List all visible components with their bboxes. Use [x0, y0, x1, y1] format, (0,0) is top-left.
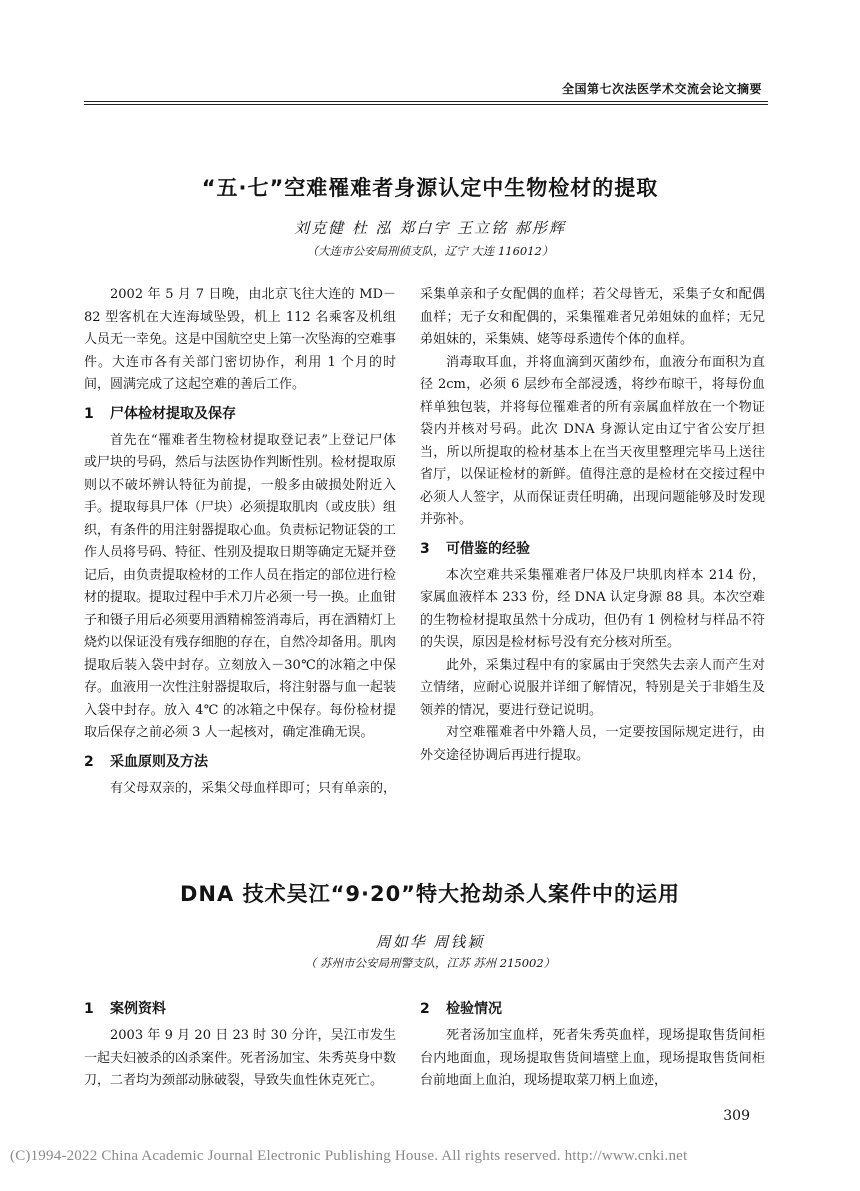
section-number: 1	[84, 405, 94, 422]
section-title: 案例资料	[110, 1001, 166, 1017]
section-heading	[84, 403, 396, 425]
section-heading	[84, 998, 396, 1020]
paragraph: 采集单亲和子女配偶的血样；若父母皆无，采集子女和配偶血样；无子女和配偶的，采集罹难者兄弟姐妹的血样；无兄弟姐妹的，采集姨、姥等母系遗传个体的血样。	[420, 287, 765, 347]
article1-left-column	[84, 284, 396, 800]
section-number: 2	[420, 1001, 430, 1017]
header-rule	[84, 101, 768, 102]
page-number: 309	[723, 1108, 750, 1124]
article2-authors: 周如华 周钱颖	[375, 933, 485, 951]
section-number: 1	[84, 1001, 94, 1017]
paragraph: 对空难罹难者中外籍人员，一定要按国际规定进行，由外交途径协调后再进行提取。	[420, 725, 765, 763]
paragraph: 首先在“罹难者生物检材提取登记表”上登记尸体或尸块的号码，然后与法医协作判断性别。检材提取原则以不破坏辨认特征为前提，一般多由破损处附近入手。提取每具尸体（尸块）必须提取肌肉（或皮肤）组织，有条件的用注射器提取心血。负责标记物证袋的工作人员将号码、特征、性别及提取日期等确定无疑并登记后，由负责提取检材的工作人员在指定的部位进行检材的提取。提取过程中手术刀片必须一号一换。止血钳子和镊子用后必须要用酒精棉签消毒后，再在酒精灯上烧灼以保证没有残存细胞的存在，自然冷却备用。肌肉提取后装入袋中封存。立刻放入－30℃的冰箱之中保存。血液用一次性注射器提取后，将注射器与血一起装入袋中封存。放入 4℃ 的冰箱之中保存。每份检材提取后保存之前必须 3 人一起核对，确定准确无误。	[84, 432, 397, 740]
paragraph: 本次空难共采集罹难者尸体及尸块肌肉样本 214 份，家属血液样本 233 份，经 DNA 认定身源 88 具。本次空难的生物检材提取虽然十分成功，但仍有 1 例检材与样品不符的失误，原因是检材标号没有充分核对所至。	[420, 567, 765, 650]
section-heading	[420, 998, 765, 1020]
article2-title: DNA 技术吴江“9·20”特大抢劫杀人案件中的运用	[180, 882, 680, 906]
article2-affiliation: （ 苏州市公安局刑警支队，江苏 苏州 215002）	[304, 956, 556, 970]
article1-authors: 刘克健 杜 泓 郑白宇 王立铭 郝彤辉	[294, 219, 566, 237]
section-number: 2	[84, 753, 94, 770]
article2-right-column	[420, 992, 765, 1093]
section-title: 可借鉴的经验	[446, 540, 530, 557]
section-title: 检验情况	[446, 1001, 502, 1017]
section-heading	[84, 751, 396, 773]
paragraph: 2002 年 5 月 7 日晚，由北京飞往大连的 MD－82 型客机在大连海域坠毁，机上 112 名乘客及机组人员无一幸免。这是中国航空史上第一次坠海的空难事件。大连市各有关部门密切协作，利用 1 个月的时间，圆满完成了这起空难的善后工作。	[84, 287, 397, 392]
article1-affiliation: （大连市公安局刑侦支队，辽宁 大连 116012）	[306, 244, 554, 258]
article2-left-column	[84, 992, 396, 1093]
paragraph: 消毒取耳血，并将血滴到灭菌纱布，血液分布面积为直径 2cm，必须 6 层纱布全部浸透，将纱布晾干，将每份血样单独包装，并将每位罹难者的所有亲属血样放在一个物证袋内并核对号码。此次 DNA 身源认定由辽宁省公安厅担当，所以所提取的检材基本上在当天夜里整理完毕马上送往省厅，以保证检材的新鲜。值得注意的是检材在交接过程中必须人人签字，从而保证责任明确，出现问题能够及时发现并弥补。	[420, 354, 765, 527]
section-heading	[420, 538, 765, 560]
paragraph: 2003 年 9 月 20 日 23 时 30 分许，吴江市发生一起夫妇被杀的凶杀案件。死者汤加宝、朱秀英身中数刀，二者均为颈部动脉破裂，导致失血性休克死亡。	[84, 1028, 397, 1088]
section-number: 3	[420, 540, 430, 557]
section-title: 尸体检材提取及保存	[110, 405, 236, 422]
article1-title: “五·七”空难罹难者身源认定中生物检材的提取	[201, 176, 659, 200]
header-rule-thin	[84, 104, 768, 105]
paragraph: 有父母双亲的，采集父母血样即可；只有单亲的，	[110, 780, 397, 796]
paragraph: 死者汤加宝血样，死者朱秀英血样，现场提取售货间柜台内地面血，现场提取售货间墙壁上血，现场提取售货间柜台前地面上血泊，现场提取菜刀柄上血迹，	[420, 1028, 765, 1088]
copyright-footer: (C)1994-2022 China Academic Journal Electronic Publishing House. All rights reserved. http://www.cnki.net	[10, 1148, 688, 1164]
article1-right-column	[420, 284, 765, 767]
section-title: 采血原则及方法	[110, 753, 208, 770]
running-head: 全国第七次法医学术交流会论文摘要	[561, 82, 762, 96]
paragraph: 此外，采集过程中有的家属由于突然失去亲人而产生对立情绪，应耐心说服并详细了解情况，特别是关于非婚生及领养的情况，要进行登记说明。	[420, 657, 765, 718]
